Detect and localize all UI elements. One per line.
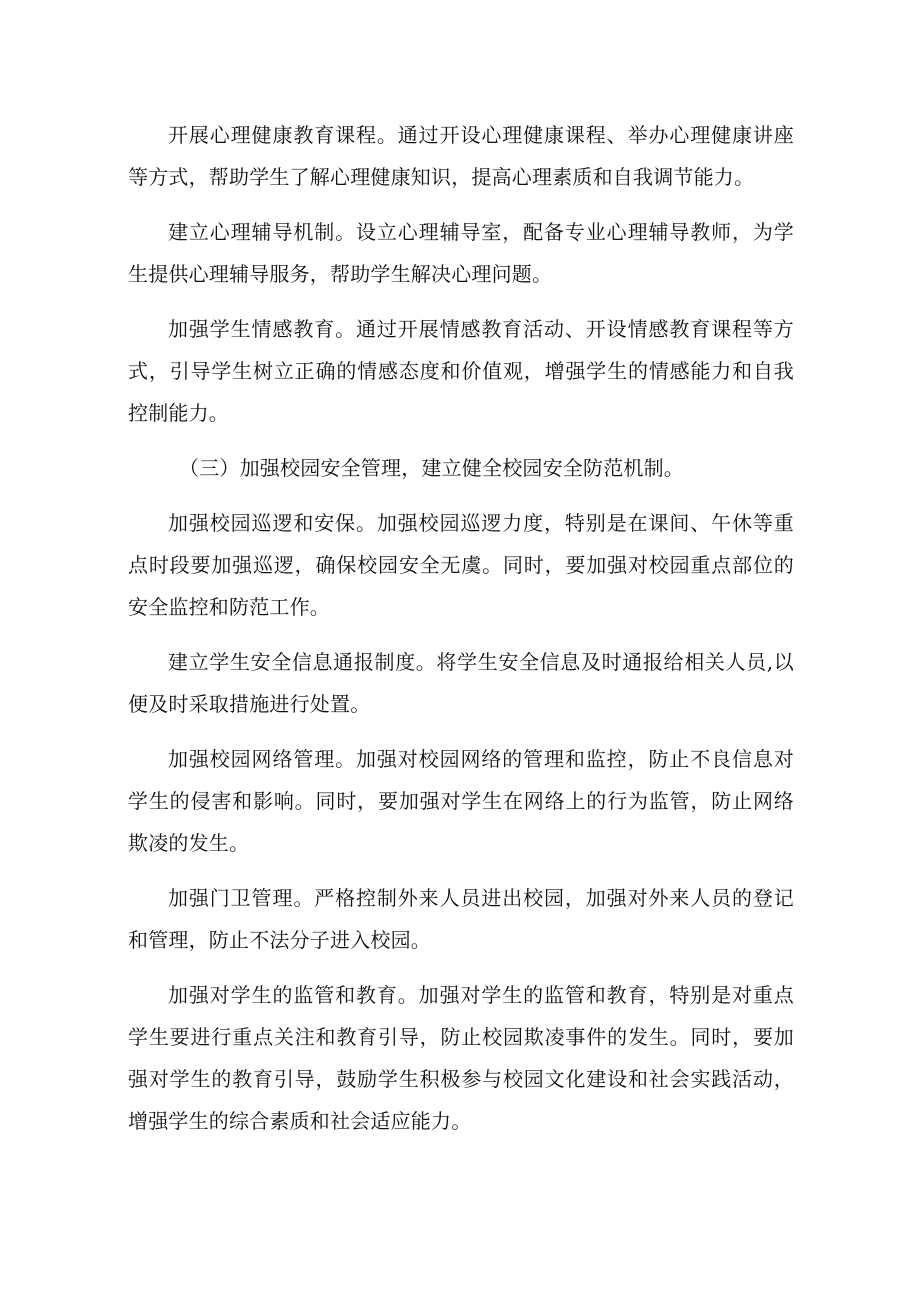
paragraph-safety-info-reporting: 建立学生安全信息通报制度。将学生安全信息及时通报给相关人员,以便及时采取措施进行处置。 bbox=[128, 650, 794, 716]
paragraph-emotional-education: 加强学生情感教育。通过开展情感教育活动、开设情感教育课程等方式，引导学生树立正确的情感态度和价值观，增强学生的情感能力和自我控制能力。 bbox=[128, 317, 794, 425]
paragraph-psych-courses: 开展心理健康教育课程。通过开设心理健康课程、举办心理健康讲座等方式，帮助学生了解心理健康知识，提高心理素质和自我调节能力。 bbox=[128, 123, 794, 189]
section-heading-campus-safety: （三）加强校园安全管理，建立健全校园安全防范机制。 bbox=[179, 456, 684, 480]
paragraph-student-supervision: 加强对学生的监管和教育。加强对学生的监管和教育，特别是对重点学生要进行重点关注和教育引导，防止校园欺凌事件的发生。同时，要加强对学生的教育引导，鼓励学生积极参与校园文化建设和社会实践活动，增强学生的综合素质和社会适应能力。 bbox=[128, 983, 794, 1133]
paragraph-gate-management: 加强门卫管理。严格控制外来人员进出校园，加强对外来人员的登记和管理，防止不法分子进入校园。 bbox=[128, 886, 794, 952]
paragraph-campus-patrol: 加强校园巡逻和安保。加强校园巡逻力度，特别是在课间、午休等重点时段要加强巡逻，确保校园安全无虞。同时，要加强对校园重点部位的安全监控和防范工作。 bbox=[128, 511, 794, 619]
document-body bbox=[128, 114, 794, 1155]
paragraph-counseling-mechanism: 建立心理辅导机制。设立心理辅导室，配备专业心理辅导教师，为学生提供心理辅导服务，帮助学生解决心理问题。 bbox=[128, 220, 794, 286]
paragraph-network-management: 加强校园网络管理。加强对校园网络的管理和监控，防止不良信息对学生的侵害和影响。同时，要加强对学生在网络上的行为监管，防止网络欺凌的发生。 bbox=[128, 747, 794, 855]
